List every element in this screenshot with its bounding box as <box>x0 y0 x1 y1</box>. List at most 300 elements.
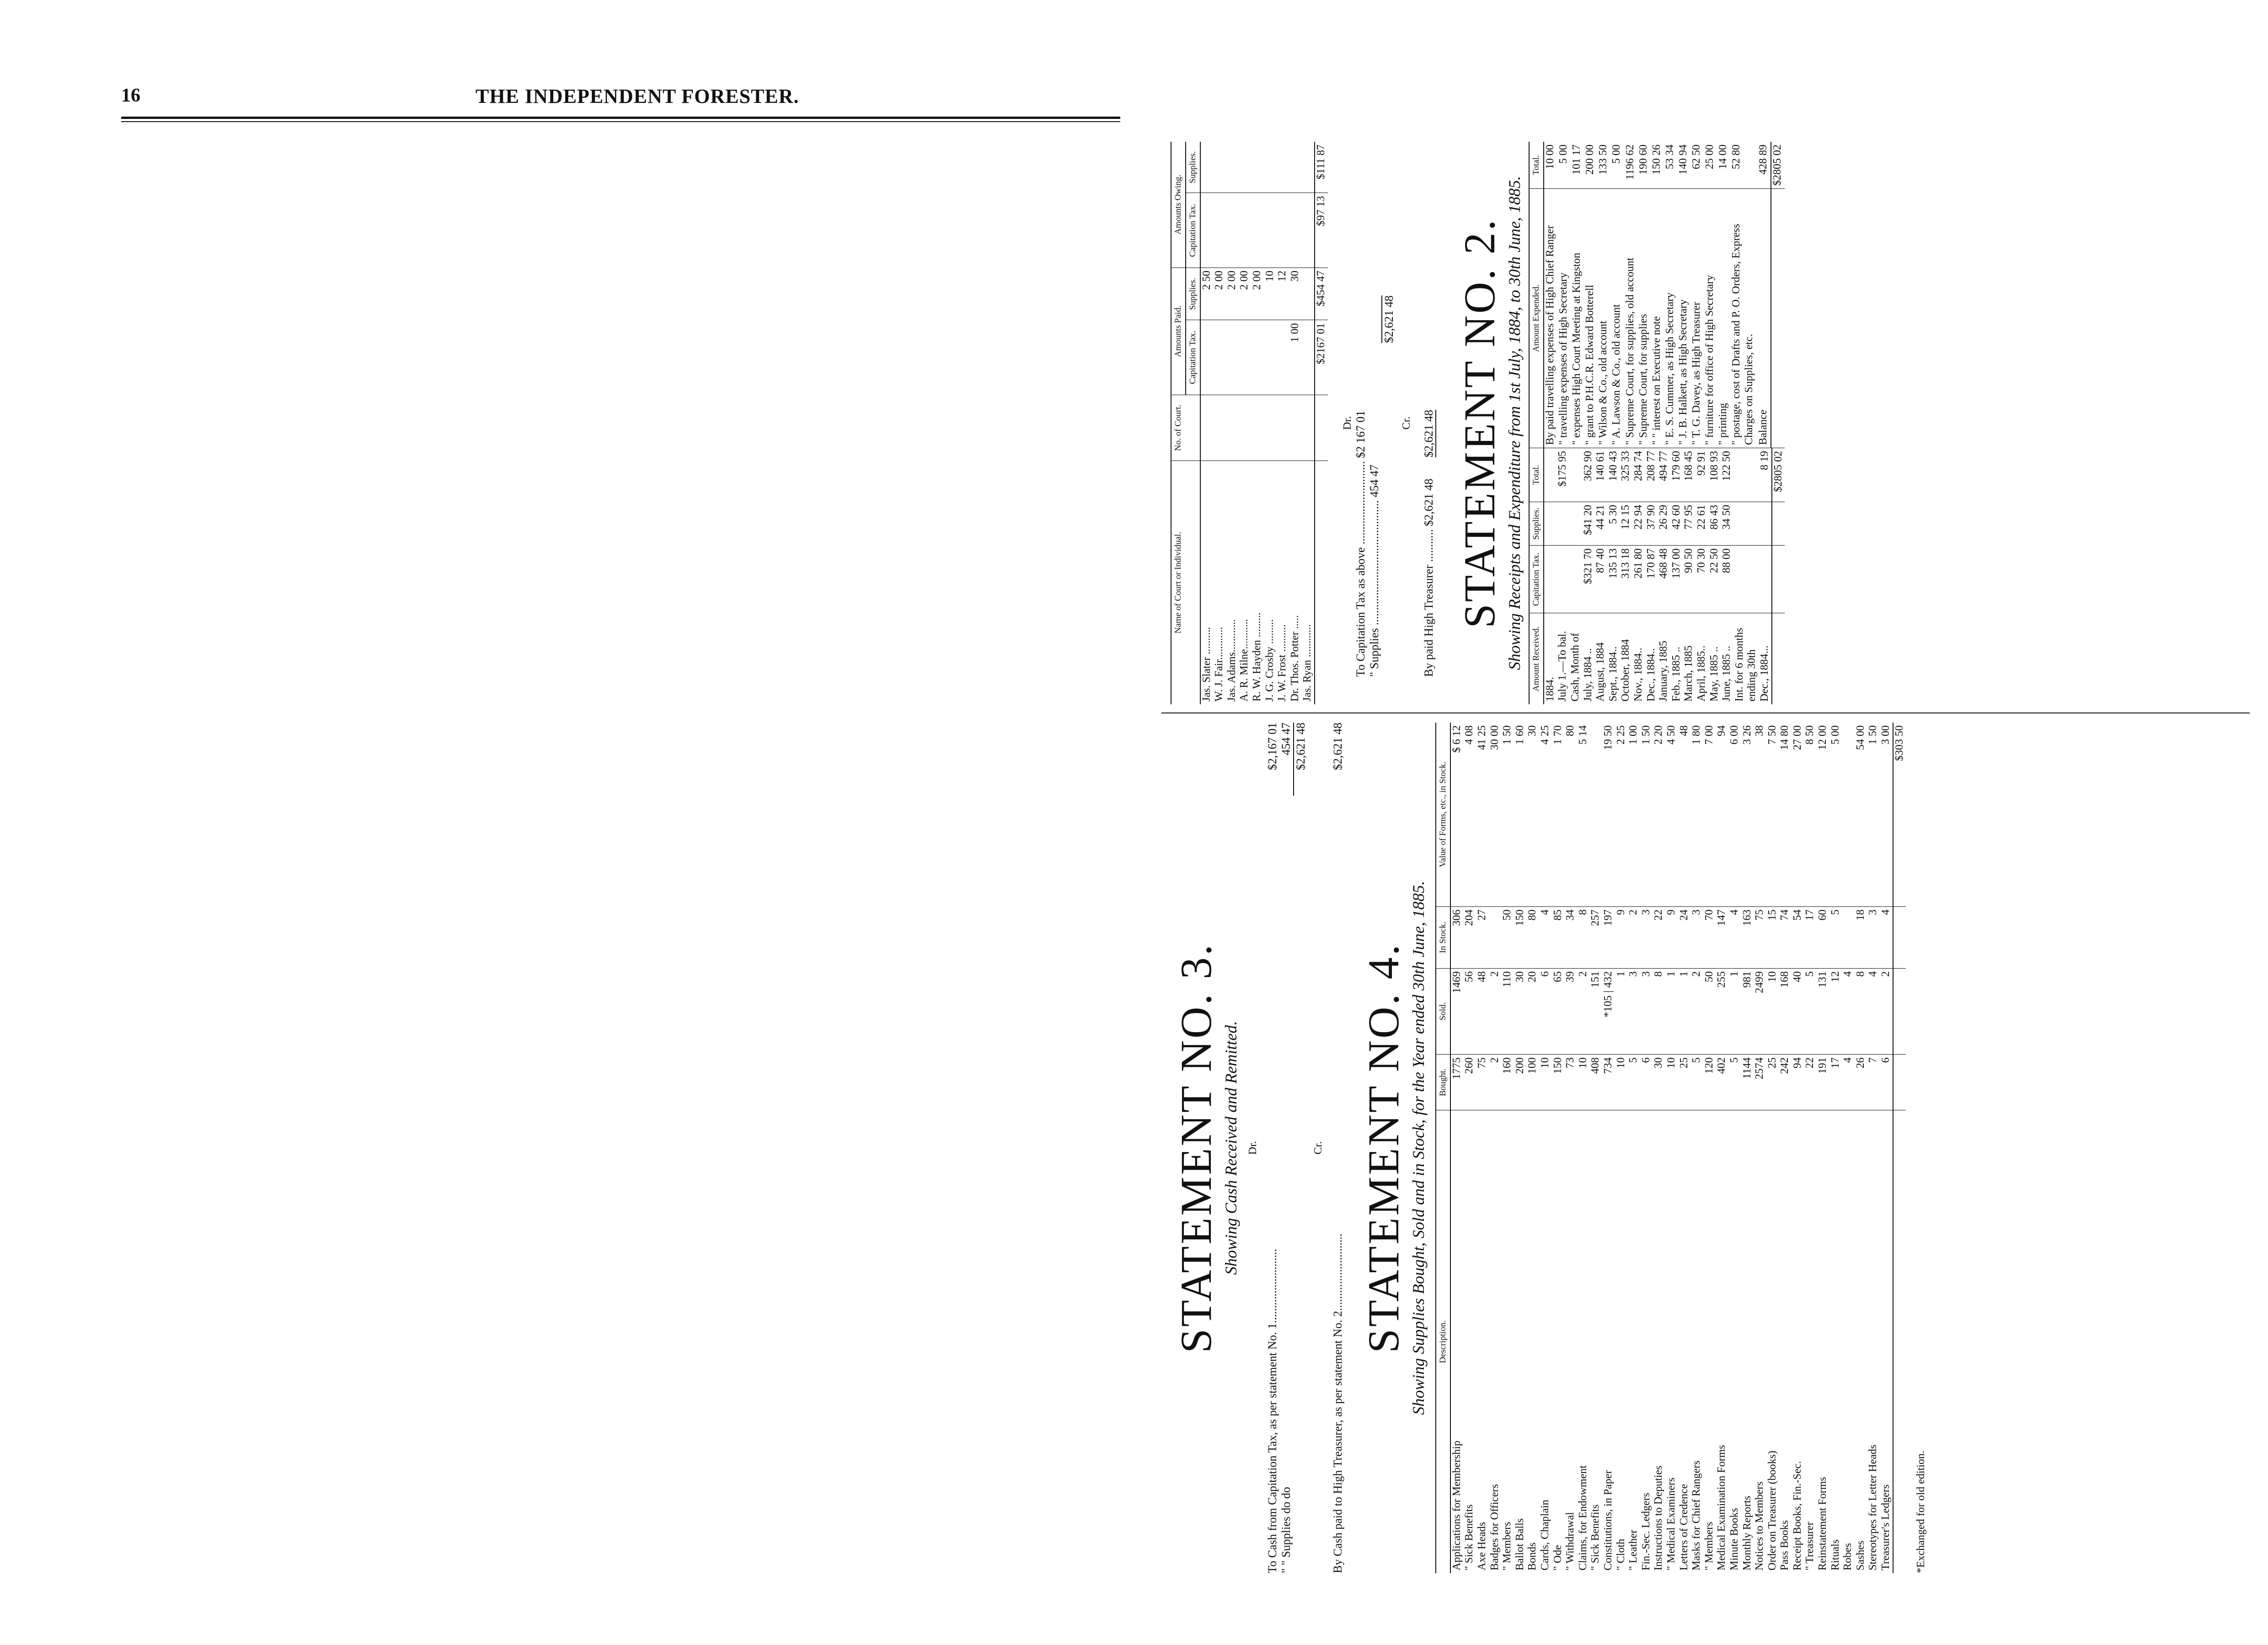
supply-row-cell: Ballot Balls <box>1514 1518 1526 1570</box>
supply-row-cell: 4 50 <box>1665 723 1678 906</box>
supply-row-cell: 60 <box>1817 906 1829 968</box>
supply-row-cell: 17 <box>1829 1055 1842 1110</box>
s4-h0: Description. <box>1436 1110 1450 1574</box>
stmt1-dr-total: $2,621 48 <box>1382 295 1396 343</box>
receipt-row-cell: 86 43 <box>1708 502 1721 545</box>
members-table <box>1171 142 1328 704</box>
stmt3-cr-line: By Cash paid to High Treasurer, as per statement No. 2.......................... $2,621 48 <box>1331 723 1344 1573</box>
supply-row-cell: 2 <box>1489 1055 1502 1110</box>
stmt2-expend-table <box>1529 142 1785 448</box>
receipt-row-cell: Nov., 1884.. <box>1632 648 1644 702</box>
receipt-row-cell <box>1544 546 1557 613</box>
expenditure-row <box>1571 142 1584 448</box>
supply-row-cell: 2 <box>1577 968 1590 1054</box>
supply-row-cell: 3 <box>1867 906 1880 968</box>
expenditure-row-cell: " furniture for office of High Secretary <box>1704 189 1717 448</box>
supply-row-cell: 25 <box>1766 1055 1779 1110</box>
expenditure-row <box>1651 142 1664 448</box>
supply-row-cell: Masks for Chief Rangers <box>1690 1460 1703 1570</box>
col-cap-paid: Capitation Tax. <box>1186 320 1200 395</box>
expenditure-row-cell: 25 00 <box>1704 142 1717 189</box>
supply-row <box>1665 723 1678 1573</box>
receipt-row-cell: 261 80 <box>1632 546 1645 613</box>
supply-row <box>1526 723 1539 1573</box>
supply-row <box>1602 723 1615 1573</box>
member-row-cell <box>1200 320 1214 395</box>
supply-row-cell: 151 <box>1589 968 1602 1054</box>
s4-h3: In Stock. <box>1436 906 1450 968</box>
statement-4 <box>1358 723 1927 1573</box>
supply-row <box>1703 723 1716 1573</box>
supply-row-cell: 100 <box>1526 1055 1539 1110</box>
supply-row-cell: 54 00 <box>1855 723 1867 906</box>
supply-row <box>1627 723 1640 1573</box>
supply-row-cell: 163 <box>1741 906 1754 968</box>
supply-row-cell: 73 <box>1564 1055 1577 1110</box>
supply-row-cell: 39 <box>1564 968 1577 1054</box>
receipt-row-cell: Dec., 1884.. <box>1645 648 1657 702</box>
supply-row-cell: Letters of Credence <box>1678 1484 1690 1570</box>
receipt-row-cell: 140 61 <box>1594 448 1607 502</box>
member-row <box>1264 142 1277 704</box>
supply-row-cell: 34 <box>1564 906 1577 968</box>
member-row-cell <box>1301 268 1315 320</box>
receipt-row <box>1594 448 1607 704</box>
member-row-cell <box>1226 142 1239 193</box>
rcpt-h1: Capitation Tax. <box>1529 546 1544 613</box>
receipt-row <box>1733 448 1746 704</box>
member-row-cell <box>1251 395 1264 461</box>
supply-row-cell: 75 <box>1476 1055 1489 1110</box>
supply-row <box>1792 723 1804 1573</box>
expenditure-row-cell: " A. Lawson & Co., old account <box>1610 189 1624 448</box>
supply-row-cell: 38 <box>1754 723 1766 906</box>
supply-row-cell: 30 <box>1514 968 1527 1054</box>
supply-row <box>1577 723 1590 1573</box>
supply-row <box>1678 723 1691 1573</box>
supply-row-cell: Cards, Chaplain <box>1539 1500 1551 1570</box>
supply-row-cell: *105 | 432 <box>1602 968 1615 1054</box>
supply-row-cell: 12 <box>1829 968 1842 1054</box>
supply-row-cell: 1 <box>1615 968 1628 1054</box>
expenditure-row <box>1757 142 1771 448</box>
receipt-row <box>1721 448 1733 704</box>
expenditure-row-cell: 190 60 <box>1637 142 1651 189</box>
s4-h2: Sold. <box>1436 968 1450 1054</box>
supply-row <box>1880 723 1893 1573</box>
member-row-cell <box>1301 395 1315 461</box>
supply-row-cell: 5 00 <box>1829 723 1842 906</box>
supply-row-cell: Stereotypes for Letter Heads <box>1867 1444 1879 1570</box>
stmt1-cr-line: By paid High Treasurer ........... $2,621 48 $2,621 48 <box>1422 410 1435 677</box>
supply-row-cell: Constitutions, in Paper <box>1602 1470 1614 1570</box>
receipt-row-cell <box>1544 502 1557 545</box>
supply-row-cell: 5 <box>1829 906 1842 968</box>
member-row-cell <box>1264 320 1277 395</box>
supply-row-cell: Bonds <box>1526 1542 1539 1570</box>
supply-row-cell: 257 <box>1589 906 1602 968</box>
expenditure-row-cell: " expenses High Court Meeting at Kingston <box>1571 189 1584 448</box>
expenditure-row-cell: " T. G. Davey, as High Treasurer <box>1690 189 1704 448</box>
receipt-row-cell: August, 1884 <box>1594 642 1607 702</box>
expenditure-row-cell: 52 80 <box>1730 142 1757 189</box>
supply-row-cell: 4 <box>1842 968 1855 1054</box>
col-sup-owing: Supplies. <box>1186 142 1200 193</box>
rcpt-h0: Amount Received. <box>1529 613 1544 704</box>
statement-2 <box>1454 142 1785 704</box>
header-rule-thin <box>121 121 1120 122</box>
supply-row-cell: 1 60 <box>1514 723 1527 906</box>
supply-row-cell: 9 <box>1615 906 1628 968</box>
member-row-cell: W. J. Fair............ <box>1213 627 1225 702</box>
expenditure-row-cell: 62 50 <box>1690 142 1704 189</box>
supply-row-cell <box>1489 906 1502 968</box>
expenditure-row-cell: " Wilson & Co., old account <box>1597 189 1610 448</box>
receipt-row-cell: Dec., 1884... <box>1758 645 1771 702</box>
supply-row <box>1716 723 1728 1573</box>
stmt1-dr-line-2: " Supplies .......................................... 454 47 <box>1367 464 1381 677</box>
member-row-cell <box>1238 320 1251 395</box>
expenditure-row <box>1597 142 1610 448</box>
expenditure-row-cell: By paid travelling expenses of High Chief Ranger <box>1544 189 1557 448</box>
group-paid: Amounts Paid. <box>1171 268 1186 395</box>
member-row-cell: J. G. Crosby ......... <box>1263 619 1276 702</box>
member-row-cell <box>1226 395 1239 461</box>
stmt4-footnote: *Exchanged for old edition. <box>1915 1451 1927 1573</box>
supply-row-cell: " Sick Benefits <box>1589 1504 1602 1570</box>
supply-row-cell: 48 <box>1476 968 1489 1054</box>
supply-row-cell: 94 <box>1716 723 1728 906</box>
supply-row-cell: 150 <box>1514 906 1527 968</box>
supply-row <box>1653 723 1665 1573</box>
member-row-cell <box>1251 320 1264 395</box>
receipt-row <box>1582 448 1595 704</box>
receipt-row-cell: 22 61 <box>1696 502 1708 545</box>
receipt-row-cell <box>1759 546 1772 613</box>
supply-row-cell: 200 <box>1514 1055 1527 1110</box>
receipt-row-cell: June, 1885 .. <box>1721 646 1733 702</box>
member-row-cell <box>1264 395 1277 461</box>
member-row-cell <box>1276 142 1289 193</box>
supply-row <box>1463 723 1476 1573</box>
supply-row-cell: 1 50 <box>1640 723 1653 906</box>
expenditure-row <box>1557 142 1571 448</box>
expenditure-row-cell: 200 00 <box>1584 142 1597 189</box>
expenditure-row <box>1730 142 1757 448</box>
supply-row-cell: 1144 <box>1741 1055 1754 1110</box>
member-row <box>1301 142 1315 704</box>
receipt-row <box>1683 448 1696 704</box>
supply-row <box>1589 723 1602 1573</box>
member-row-cell <box>1213 142 1226 193</box>
receipt-row-cell: July, 1884 .. <box>1582 648 1594 702</box>
supply-row-cell: 5 <box>1627 1055 1640 1110</box>
supply-row-cell: Claims, for Endowment <box>1577 1465 1589 1570</box>
supply-row-cell: 204 <box>1463 906 1476 968</box>
stmt3-subtitle: Showing Cash Received and Remitted. <box>1222 1021 1240 1275</box>
supply-row <box>1564 723 1577 1573</box>
supply-row-cell: 5 14 <box>1577 723 1590 906</box>
receipt-row <box>1544 448 1557 704</box>
supply-row-cell: 30 <box>1653 1055 1665 1110</box>
receipt-row-cell: 5 30 <box>1607 502 1620 545</box>
supply-row-cell: 8 <box>1577 906 1590 968</box>
s4-total: $303 50 <box>1893 723 1906 906</box>
receipt-row-cell <box>1746 502 1759 545</box>
supply-row-cell: 80 <box>1526 906 1539 968</box>
receipt-row-cell <box>1746 448 1759 502</box>
receipt-row-cell: ending 30th <box>1746 649 1758 702</box>
supply-row-cell: 1 80 <box>1690 723 1703 906</box>
member-row-cell <box>1200 395 1214 461</box>
member-row-cell <box>1251 193 1264 268</box>
supply-row-cell: 147 <box>1716 906 1728 968</box>
supply-row-cell: " Cloth <box>1615 1538 1627 1570</box>
receipt-row-cell: 494 77 <box>1658 448 1670 502</box>
supply-row-cell: 70 <box>1703 906 1716 968</box>
member-row-cell <box>1238 142 1251 193</box>
receipt-row-cell: 87 40 <box>1594 546 1607 613</box>
receipt-row-cell: 468 48 <box>1658 546 1670 613</box>
member-row-cell <box>1226 193 1239 268</box>
supply-row-cell: Monthly Reports <box>1741 1495 1753 1570</box>
receipt-row-cell <box>1569 502 1582 545</box>
supply-row-cell: 2 20 <box>1653 723 1665 906</box>
exp-total: $2805 02 <box>1771 142 1785 189</box>
receipt-row-cell: 168 45 <box>1683 448 1696 502</box>
receipt-row-cell: $321 70 <box>1582 546 1595 613</box>
supply-row-cell: 27 <box>1476 906 1489 968</box>
member-row-cell: Jas. Ryan ............ <box>1301 624 1314 702</box>
exp-h0: Amount Expended. <box>1529 189 1544 448</box>
supply-row-cell: Order on Treasurer (books) <box>1766 1451 1778 1570</box>
supply-row-cell: 30 00 <box>1489 723 1502 906</box>
supply-row-cell: 4 <box>1842 1055 1855 1110</box>
supply-row-cell: 10 <box>1539 1055 1552 1110</box>
expenditure-row <box>1584 142 1597 448</box>
supply-row-cell: 306 <box>1450 906 1464 968</box>
total-cap-paid: $2167 01 <box>1315 320 1328 395</box>
receipt-row-cell: 22 50 <box>1708 546 1721 613</box>
supply-row <box>1779 723 1792 1573</box>
receipt-row-cell <box>1759 502 1772 545</box>
receipt-row-cell: 325 33 <box>1620 448 1632 502</box>
supply-row <box>1766 723 1779 1573</box>
supply-row-cell: 6 <box>1539 968 1552 1054</box>
stmt1-cr-label: Cr. <box>1400 416 1412 430</box>
member-row-cell <box>1213 193 1226 268</box>
supply-row <box>1867 723 1880 1573</box>
member-row-cell <box>1251 142 1264 193</box>
receipt-row-cell: 90 50 <box>1683 546 1696 613</box>
supply-row <box>1804 723 1817 1573</box>
supply-row <box>1855 723 1867 1573</box>
supply-row-cell: 17 <box>1804 906 1817 968</box>
stmt4-subtitle: Showing Supplies Bought, Sold and in Stock, for the Year ended 30th June, 1885. <box>1409 881 1428 1415</box>
member-row-cell <box>1264 193 1277 268</box>
supply-row-cell: " Treasurer <box>1804 1522 1816 1570</box>
receipt-row-cell: Cash, Month of <box>1569 633 1582 702</box>
receipt-row-cell: 70 30 <box>1696 546 1708 613</box>
supply-row-cell: 41 25 <box>1476 723 1489 906</box>
supply-row <box>1501 723 1514 1573</box>
supply-row-cell: 50 <box>1501 906 1514 968</box>
expenditure-row-cell: 428 89 <box>1757 142 1771 189</box>
supply-row-cell: 260 <box>1463 1055 1476 1110</box>
receipt-row-cell: 122 50 <box>1721 448 1733 502</box>
supply-row-cell: 1 50 <box>1501 723 1514 906</box>
statement-3 <box>1171 723 1345 1573</box>
supply-row <box>1829 723 1842 1573</box>
supply-row-cell: " Ode <box>1551 1545 1564 1570</box>
supply-row-cell: 26 <box>1855 1055 1867 1110</box>
supply-row-cell: Rituals <box>1829 1539 1841 1570</box>
receipt-row-cell <box>1746 546 1759 613</box>
member-row-cell <box>1264 142 1277 193</box>
supply-row-cell: 6 00 <box>1728 723 1741 906</box>
supply-row-cell: 20 <box>1526 968 1539 1054</box>
expenditure-row-cell: " printing <box>1717 189 1730 448</box>
member-row-cell <box>1276 395 1289 461</box>
expenditure-row-cell: " E. S. Cummer, as High Secretary <box>1664 189 1677 448</box>
rcpt-h3: Total. <box>1529 448 1544 502</box>
member-row-cell: Jas. Slater .......... <box>1200 627 1213 702</box>
supply-row-cell: Fin.-Sec. Ledgers <box>1640 1493 1652 1570</box>
receipt-row-cell: Sept., 1884.. <box>1607 646 1619 702</box>
member-row-cell: 12 <box>1276 268 1289 320</box>
expenditure-row-cell: 133 50 <box>1597 142 1610 189</box>
member-row-cell: Dr. Thos. Potter ..... <box>1289 615 1301 702</box>
supply-row-cell: 1 <box>1728 968 1741 1054</box>
supply-row-cell: Sashes <box>1854 1540 1867 1570</box>
supply-row-cell: 408 <box>1589 1055 1602 1110</box>
supply-row-cell <box>1842 723 1855 906</box>
supply-row-cell: 120 <box>1703 1055 1716 1110</box>
stmt3-dr-total: $2,621 48 <box>1293 723 1308 796</box>
supply-row-cell: 8 <box>1855 968 1867 1054</box>
expenditure-row <box>1624 142 1637 448</box>
stmt3-dr-line-1: To Cash from Capitation Tax, as per statement No. 1......................... $2,167 01 <box>1266 723 1279 1573</box>
supply-row-cell: 3 <box>1627 968 1640 1054</box>
supply-row <box>1489 723 1502 1573</box>
supply-row-cell: 14 80 <box>1779 723 1792 906</box>
supply-row-cell: 3 00 <box>1880 723 1893 906</box>
supply-row-cell: 56 <box>1463 968 1476 1054</box>
receipt-row <box>1557 448 1569 704</box>
supply-row-cell: 8 50 <box>1804 723 1817 906</box>
stmt4-table <box>1435 723 1906 1573</box>
member-row-cell <box>1301 142 1315 193</box>
receipt-row-cell: March, 1885 <box>1683 645 1695 702</box>
expenditure-row-cell: 150 26 <box>1651 142 1664 189</box>
receipt-row-cell: January, 1885 <box>1658 640 1670 702</box>
receipt-row <box>1670 448 1683 704</box>
supply-row-cell: 4 <box>1539 906 1552 968</box>
receipt-row <box>1645 448 1658 704</box>
supply-row-cell: 1775 <box>1450 1055 1464 1110</box>
supply-row-cell: 7 <box>1867 1055 1880 1110</box>
receipt-row-cell: 135 13 <box>1607 546 1620 613</box>
supply-row-cell: 10 <box>1665 1055 1678 1110</box>
exp-h1: Total. <box>1529 142 1544 189</box>
receipt-row-cell: 140 43 <box>1607 448 1620 502</box>
supply-row-cell: 197 <box>1602 906 1615 968</box>
supply-row <box>1640 723 1653 1573</box>
supply-row-cell: 5 <box>1690 1055 1703 1110</box>
supply-row-cell: 22 <box>1804 1055 1817 1110</box>
supply-row-cell: 22 <box>1653 906 1665 968</box>
supply-row-cell: 4 <box>1880 906 1893 968</box>
supply-row-cell: 2499 <box>1754 968 1766 1054</box>
supply-row-cell: " Leather <box>1627 1529 1640 1570</box>
member-row <box>1226 142 1239 704</box>
member-row <box>1289 142 1302 704</box>
supply-row <box>1450 723 1464 1573</box>
supply-row-cell: Notices to Members <box>1754 1481 1766 1570</box>
expenditure-row-cell: Balance <box>1757 189 1771 448</box>
supply-row-cell: " Members <box>1703 1522 1715 1570</box>
rcpt-h2: Supplies. <box>1529 502 1544 545</box>
supply-row-cell: 2574 <box>1754 1055 1766 1110</box>
receipt-row-cell: 22 94 <box>1632 502 1645 545</box>
receipt-row <box>1658 448 1670 704</box>
expenditure-row <box>1544 142 1557 448</box>
supply-row-cell: 80 <box>1564 723 1577 906</box>
member-row-cell: 1 00 <box>1289 320 1302 395</box>
supply-row-cell: 50 <box>1703 968 1716 1054</box>
expenditure-row <box>1677 142 1690 448</box>
expenditure-row-cell: 101 17 <box>1571 142 1584 189</box>
member-row-cell: 30 <box>1289 268 1302 320</box>
receipt-row-cell: $175 95 <box>1557 448 1569 502</box>
expenditure-row-cell: 53 34 <box>1664 142 1677 189</box>
supply-row-cell: 27 00 <box>1792 723 1804 906</box>
member-row-cell <box>1238 395 1251 461</box>
receipt-row-cell: 12 15 <box>1620 502 1632 545</box>
stmt3-cr-label: Cr. <box>1312 1141 1324 1155</box>
receipt-row <box>1746 448 1759 704</box>
stmt2-body <box>1529 142 1785 704</box>
receipt-row-cell <box>1733 546 1746 613</box>
supply-row-cell: 3 <box>1640 906 1653 968</box>
receipt-row-cell <box>1557 546 1569 613</box>
receipt-row-cell: July 1.—To bal. <box>1557 631 1569 702</box>
expenditure-row-cell: " travelling expenses of High Secretary <box>1557 189 1571 448</box>
stmt3-dr-line-2: " " Supplies do do 454 47 <box>1279 723 1293 1573</box>
member-row-cell <box>1301 320 1315 395</box>
member-row-cell: J. W. Frost .......... <box>1276 624 1289 702</box>
header-rule <box>121 117 1120 119</box>
member-row <box>1200 142 1214 704</box>
supply-row-cell: Robes <box>1842 1543 1854 1570</box>
member-row-cell: 2 50 <box>1200 268 1214 320</box>
member-row-cell <box>1289 193 1302 268</box>
member-row-cell <box>1301 193 1315 268</box>
supply-row-cell: 10 <box>1766 968 1779 1054</box>
supply-row-cell: 5 <box>1804 968 1817 1054</box>
member-row-cell: 2 00 <box>1238 268 1251 320</box>
supply-row-cell: 3 26 <box>1741 723 1754 906</box>
expenditure-row <box>1690 142 1704 448</box>
supply-row <box>1476 723 1489 1573</box>
member-row-cell: R. W. Hayden ......... <box>1251 612 1263 702</box>
receipt-row <box>1759 448 1772 704</box>
supply-row-cell: 242 <box>1779 1055 1792 1110</box>
member-row-cell <box>1276 193 1289 268</box>
total-sup-paid: $454 47 <box>1315 268 1328 320</box>
supply-row-cell: 10 <box>1577 1055 1590 1110</box>
receipt-row-cell: 108 93 <box>1708 448 1721 502</box>
